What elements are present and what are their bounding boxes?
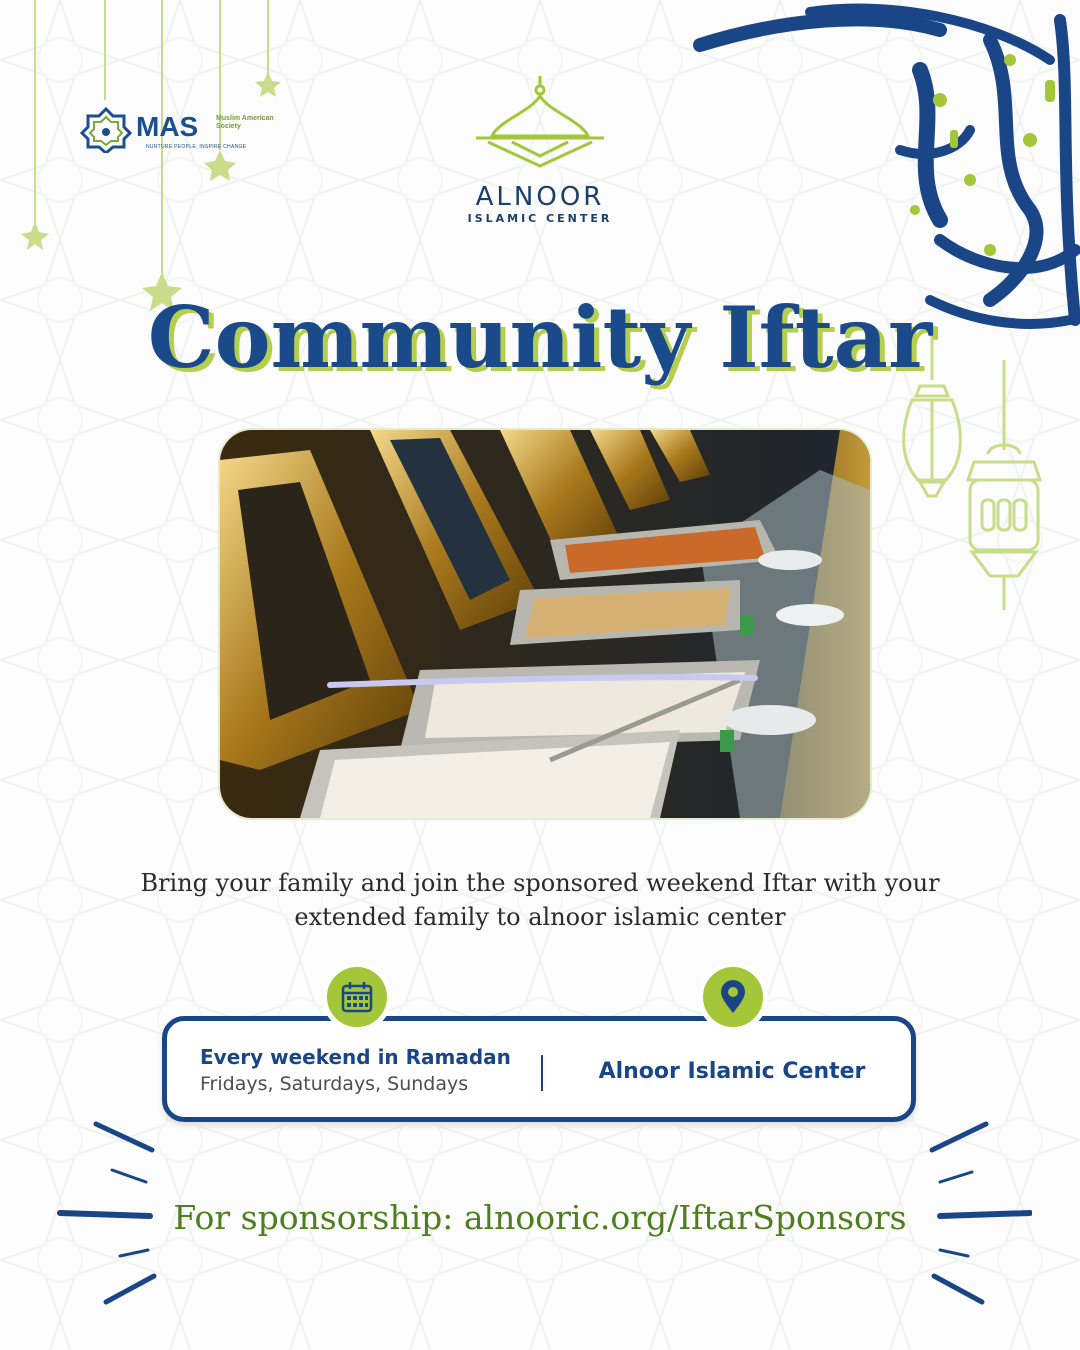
card-divider (541, 1055, 543, 1091)
mas-wordmark: MAS (136, 111, 199, 142)
page-title: Community Iftar (147, 288, 933, 387)
event-location: Alnoor Islamic Center (598, 1059, 866, 1084)
mas-emblem-icon (80, 107, 132, 153)
sponsorship-link[interactable]: For sponsorship: alnooric.org/IftarSponsors (173, 1198, 907, 1237)
buffet-illustration (220, 430, 870, 818)
schedule-title: Every weekend in Ramadan (200, 1045, 511, 1069)
mas-subtitle: Muslim American Society (216, 115, 274, 130)
alnoor-logo (440, 72, 640, 232)
event-description: Bring your family and join the sponsored weekend Iftar with your extended family to alnoor islamic center (140, 869, 940, 931)
calendar-icon (339, 979, 375, 1015)
mas-logo (80, 105, 274, 155)
hanging-stars-decor (0, 0, 300, 330)
schedule-days: Fridays, Saturdays, Sundays (200, 1073, 469, 1095)
location-pin-icon (715, 979, 751, 1015)
mas-tagline: NURTURE PEOPLE. INSPIRE CHANGE (146, 144, 247, 150)
dome-icon (470, 72, 610, 172)
buffet-photo (218, 428, 872, 820)
alnoor-name: ALNOOR (475, 182, 605, 212)
alnoor-subtitle: ISLAMIC CENTER (467, 212, 613, 225)
event-info-card (162, 1016, 916, 1122)
location-badge (698, 962, 768, 1032)
calendar-badge (322, 962, 392, 1032)
